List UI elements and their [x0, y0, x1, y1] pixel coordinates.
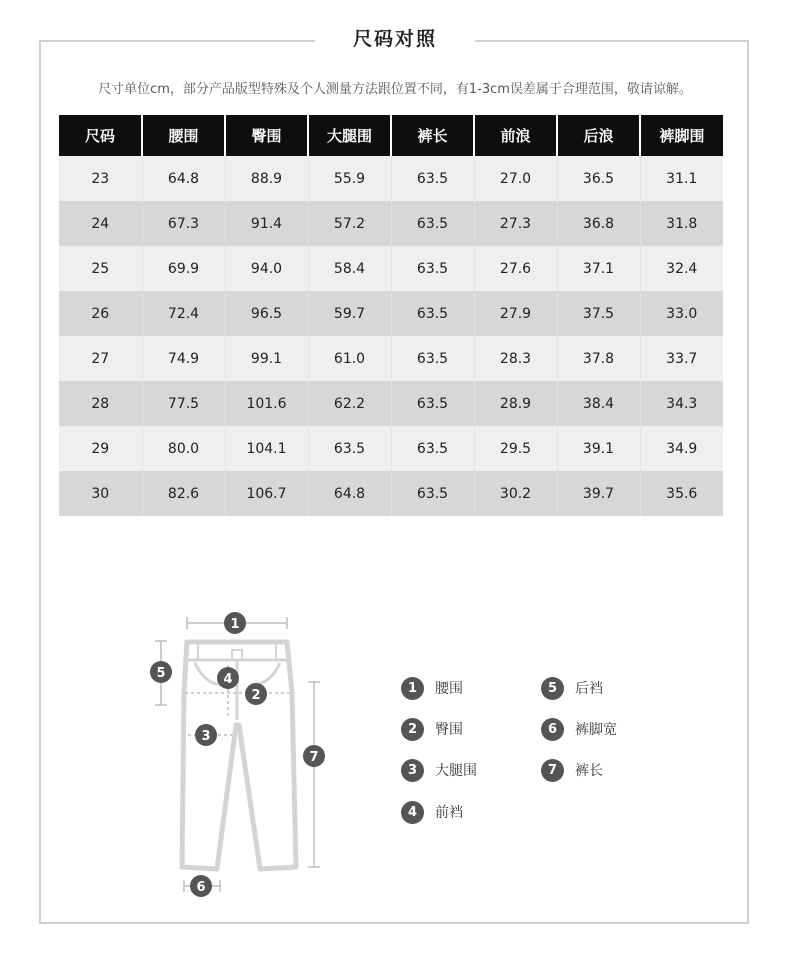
table-cell: 25: [59, 246, 142, 291]
table-cell: 32.4: [640, 246, 723, 291]
table-cell: 94.0: [225, 246, 308, 291]
table-cell: 80.0: [142, 426, 225, 471]
table-cell: 39.1: [557, 426, 640, 471]
legend-label: 臀围: [435, 722, 463, 738]
legend-item-leg-opening: [541, 717, 617, 741]
table-cell: 72.4: [142, 291, 225, 336]
header-size: 尺码: [59, 115, 142, 156]
table-cell: 96.5: [225, 291, 308, 336]
legend-item-front-rise: [401, 800, 463, 824]
table-row: [59, 426, 723, 471]
legend-number-icon: 4: [401, 801, 424, 824]
table-cell: 31.1: [640, 156, 723, 201]
table-row: [59, 291, 723, 336]
table-cell: 27.6: [474, 246, 557, 291]
table-cell: 57.2: [308, 201, 391, 246]
legend-label: 裤长: [575, 763, 603, 779]
table-cell: 33.0: [640, 291, 723, 336]
table-cell: 63.5: [391, 426, 474, 471]
table-cell: 28: [59, 381, 142, 426]
marker-7-icon: [303, 745, 325, 767]
marker-1-number: 1: [230, 617, 240, 632]
table-cell: 63.5: [391, 336, 474, 381]
header-leg-opening: 裤脚围: [640, 115, 723, 156]
table-cell: 27.0: [474, 156, 557, 201]
table-cell: 63.5: [391, 156, 474, 201]
table-cell: 99.1: [225, 336, 308, 381]
table-cell: 28.3: [474, 336, 557, 381]
table-cell: 91.4: [225, 201, 308, 246]
marker-1-icon: [224, 612, 246, 634]
legend-number-icon: 1: [401, 677, 424, 700]
table-cell: 37.1: [557, 246, 640, 291]
table-cell: 33.7: [640, 336, 723, 381]
size-table: [59, 115, 723, 516]
table-cell: 64.8: [308, 471, 391, 516]
table-cell: 29: [59, 426, 142, 471]
legend-label: 裤脚宽: [575, 722, 617, 738]
table-cell: 29.5: [474, 426, 557, 471]
table-cell: 55.9: [308, 156, 391, 201]
table-cell: 28.9: [474, 381, 557, 426]
table-cell: 63.5: [391, 471, 474, 516]
table-cell: 63.5: [391, 246, 474, 291]
table-cell: 34.9: [640, 426, 723, 471]
table-row: [59, 246, 723, 291]
legend-label: 前裆: [435, 805, 463, 821]
legend-item-thigh: [401, 758, 477, 782]
marker-7-number: 7: [309, 750, 319, 765]
table-cell: 59.7: [308, 291, 391, 336]
marker-5-number: 5: [156, 666, 166, 681]
legend-item-waist: [401, 676, 463, 700]
table-cell: 23: [59, 156, 142, 201]
table-header-row: [59, 115, 723, 156]
table-cell: 77.5: [142, 381, 225, 426]
table-cell: 35.6: [640, 471, 723, 516]
header-length: 裤长: [391, 115, 474, 156]
measurement-note: 尺寸单位cm，部分产品版型特殊及个人测量方法跟位置不同，有1-3cm误差属于合理范围，敬请谅解。: [98, 82, 692, 97]
table-cell: 31.8: [640, 201, 723, 246]
legend-label: 腰围: [435, 681, 463, 697]
header-back-rise: 后浪: [557, 115, 640, 156]
table-cell: 106.7: [225, 471, 308, 516]
header-hip: 臀围: [225, 115, 308, 156]
table-row: [59, 336, 723, 381]
legend-number-icon: 5: [541, 677, 564, 700]
page-title: 尺码对照: [315, 24, 475, 51]
table-cell: 63.5: [391, 291, 474, 336]
table-cell: 63.5: [391, 201, 474, 246]
table-row: [59, 156, 723, 201]
table-cell: 63.5: [308, 426, 391, 471]
legend-number-icon: 6: [541, 718, 564, 741]
table-cell: 36.5: [557, 156, 640, 201]
legend-item-back-rise: [541, 676, 603, 700]
table-cell: 69.9: [142, 246, 225, 291]
legend-number-icon: 7: [541, 759, 564, 782]
table-cell: 67.3: [142, 201, 225, 246]
table-cell: 63.5: [391, 381, 474, 426]
legend-number-icon: 3: [401, 759, 424, 782]
table-cell: 88.9: [225, 156, 308, 201]
marker-6-number: 6: [196, 880, 206, 895]
table-cell: 27.9: [474, 291, 557, 336]
legend-label: 后裆: [575, 681, 603, 697]
table-cell: 38.4: [557, 381, 640, 426]
pants-diagram: [140, 605, 340, 905]
marker-3-number: 3: [201, 729, 211, 744]
table-cell: 24: [59, 201, 142, 246]
table-cell: 37.5: [557, 291, 640, 336]
legend-number-icon: 2: [401, 718, 424, 741]
table-cell: 64.8: [142, 156, 225, 201]
table-cell: 36.8: [557, 201, 640, 246]
legend-label: 大腿围: [435, 763, 477, 779]
marker-6-icon: [190, 875, 212, 897]
marker-5-icon: [150, 661, 172, 683]
table-cell: 61.0: [308, 336, 391, 381]
table-cell: 27: [59, 336, 142, 381]
table-row: [59, 471, 723, 516]
measurement-legend: [401, 676, 661, 836]
table-cell: 58.4: [308, 246, 391, 291]
header-waist: 腰围: [142, 115, 225, 156]
header-thigh: 大腿围: [308, 115, 391, 156]
table-cell: 30: [59, 471, 142, 516]
table-cell: 37.8: [557, 336, 640, 381]
table-cell: 101.6: [225, 381, 308, 426]
pants-outline-icon: [182, 642, 296, 869]
table-cell: 27.3: [474, 201, 557, 246]
table-cell: 30.2: [474, 471, 557, 516]
header-front-rise: 前浪: [474, 115, 557, 156]
title-wrap: [0, 24, 790, 51]
table-cell: 34.3: [640, 381, 723, 426]
table-row: [59, 381, 723, 426]
table-cell: 104.1: [225, 426, 308, 471]
marker-2-icon: [245, 683, 267, 705]
table-cell: 62.2: [308, 381, 391, 426]
legend-item-length: [541, 758, 603, 782]
table-cell: 39.7: [557, 471, 640, 516]
table-cell: 82.6: [142, 471, 225, 516]
marker-4-icon: [217, 667, 239, 689]
legend-item-hip: [401, 717, 463, 741]
table-cell: 26: [59, 291, 142, 336]
marker-4-number: 4: [223, 672, 233, 687]
table-row: [59, 201, 723, 246]
marker-3-icon: [195, 724, 217, 746]
table-cell: 74.9: [142, 336, 225, 381]
marker-2-number: 2: [251, 688, 261, 703]
